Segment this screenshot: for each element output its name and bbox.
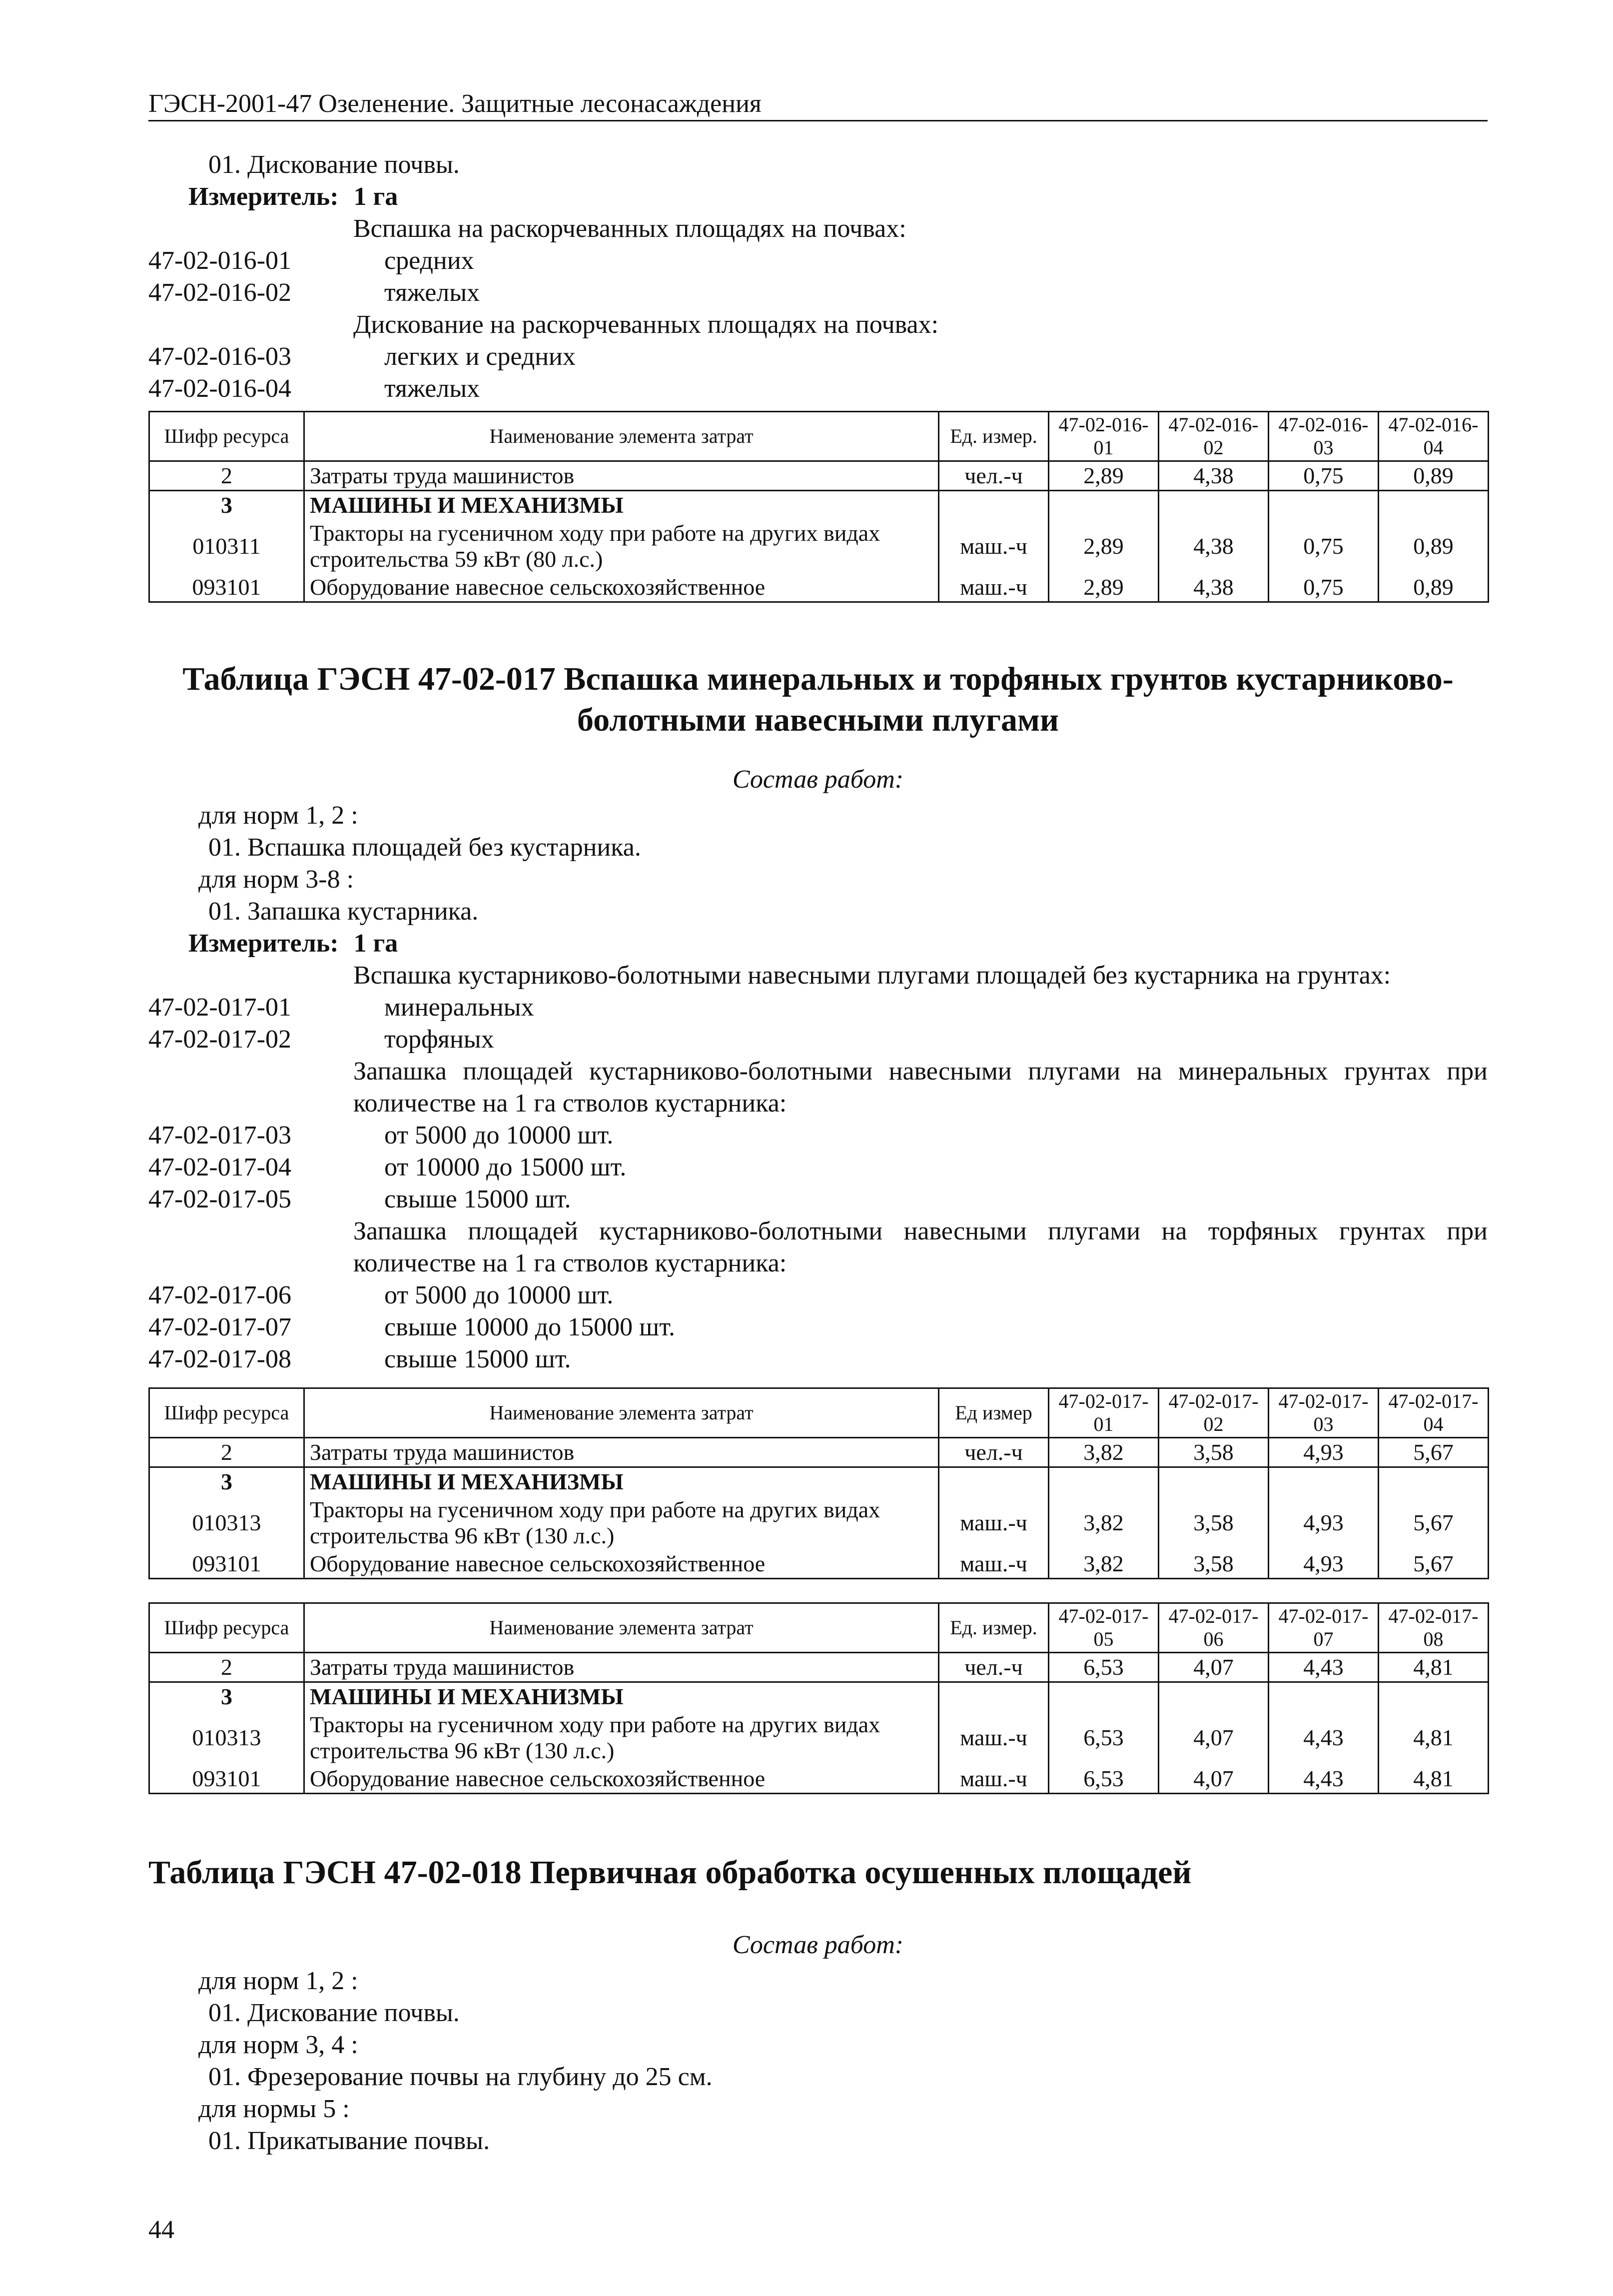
value: 3,82: [1049, 1550, 1159, 1579]
column-header: 47-02-017-02: [1159, 1388, 1269, 1438]
unit: маш.-ч: [939, 573, 1049, 602]
measure-value: 1 га: [353, 929, 398, 958]
value: 0,89: [1379, 519, 1489, 573]
measure-line: [148, 928, 1488, 960]
resource-group-name: МАШИНЫ И МЕХАНИЗМЫ: [304, 1467, 939, 1496]
norm-code: 47-02-017-04: [148, 1153, 291, 1181]
table-header-row: [149, 1603, 1489, 1653]
column-header: 47-02-017-07: [1269, 1603, 1379, 1653]
empty-cell: [939, 1682, 1049, 1711]
resource-code: 2: [149, 1438, 304, 1467]
norms-label: для норм 3-8 :: [198, 865, 354, 894]
table-row: [149, 1711, 1489, 1765]
norm-text: от 10000 до 15000 шт.: [384, 1153, 627, 1181]
norm-group-description: Запашка площадей кустарниково-болотными навесными плугами на торфяных грунтах при количестве на 1 га стволов кустарника:: [353, 1217, 1488, 1277]
column-header: Ед измер: [939, 1388, 1049, 1438]
table-row: [149, 519, 1489, 573]
column-header: Шифр ресурса: [149, 1603, 304, 1653]
value: 4,07: [1159, 1653, 1269, 1682]
work-step: 01. Вспашка площадей без кустарника.: [208, 833, 641, 862]
norm-group-description: Вспашка на раскорчеванных площадях на почвах:: [353, 214, 906, 243]
norm-text: торфяных: [384, 1025, 494, 1054]
norm-item: [148, 1343, 1488, 1375]
value: 2,89: [1049, 573, 1159, 602]
work-step: 01. Дискование почвы.: [208, 150, 460, 179]
value: 3,58: [1159, 1438, 1269, 1467]
unit: маш.-ч: [939, 1711, 1049, 1765]
value: 3,58: [1159, 1496, 1269, 1550]
value: 4,93: [1269, 1496, 1379, 1550]
column-header: 47-02-017-04: [1379, 1388, 1489, 1438]
value: 4,07: [1159, 1711, 1269, 1765]
norms-label: для норм 1, 2 :: [198, 1967, 358, 1995]
value: 5,67: [1379, 1550, 1489, 1579]
value: 4,93: [1269, 1438, 1379, 1467]
norm-code: 47-02-017-02: [148, 1025, 291, 1054]
measure-line: [148, 181, 1488, 213]
value: 4,81: [1379, 1711, 1489, 1765]
resource-name: Тракторы на гусеничном ходу при работе на других видах строительства 59 кВт (80 л.с.): [304, 519, 939, 573]
value: 0,89: [1379, 573, 1489, 602]
norm-text: свыше 15000 шт.: [384, 1345, 571, 1373]
table-header-row: [149, 412, 1489, 461]
value: 4,43: [1269, 1653, 1379, 1682]
resource-name: Оборудование навесное сельскохозяйственное: [304, 1765, 939, 1794]
norm-item: [148, 1279, 1488, 1311]
norm-code: 47-02-017-07: [148, 1313, 291, 1341]
table-row: [149, 1496, 1489, 1550]
running-header: ГЭСН-2001-47 Озеленение. Защитные лесонасаждения: [148, 89, 1488, 121]
section-016-text: [148, 149, 1488, 405]
table-header-row: [149, 1388, 1489, 1438]
value: 4,81: [1379, 1765, 1489, 1794]
value: 5,67: [1379, 1438, 1489, 1467]
value: 6,53: [1049, 1653, 1159, 1682]
norm-code: 47-02-016-04: [148, 374, 291, 403]
resource-name: Тракторы на гусеничном ходу при работе на других видах строительства 96 кВт (130 л.с.): [304, 1496, 939, 1550]
unit: чел.-ч: [939, 461, 1049, 491]
unit: чел.-ч: [939, 1438, 1049, 1467]
norms-label: для норм 1, 2 :: [198, 801, 358, 830]
section-018-text: [148, 1929, 1488, 2157]
value: 4,43: [1269, 1765, 1379, 1794]
norm-code: 47-02-017-06: [148, 1281, 291, 1309]
norm-text: от 5000 до 10000 шт.: [384, 1121, 614, 1149]
value: 0,89: [1379, 461, 1489, 491]
unit: чел.-ч: [939, 1653, 1049, 1682]
resource-group-name: МАШИНЫ И МЕХАНИЗМЫ: [304, 491, 939, 520]
unit: маш.-ч: [939, 1496, 1049, 1550]
resource-name: Оборудование навесное сельскохозяйственное: [304, 1550, 939, 1579]
norm-code: 47-02-017-03: [148, 1121, 291, 1149]
empty-cell: [1049, 1682, 1159, 1711]
column-header: 47-02-017-08: [1379, 1603, 1489, 1653]
value: 4,81: [1379, 1653, 1489, 1682]
value: 3,58: [1159, 1550, 1269, 1579]
norm-code: 47-02-016-03: [148, 342, 291, 371]
column-header: 47-02-016-04: [1379, 412, 1489, 461]
column-header: Ед. измер.: [939, 1603, 1049, 1653]
work-step: 01. Дискование почвы.: [208, 1999, 460, 2027]
norm-code: 47-02-017-01: [148, 993, 291, 1022]
resource-code: 093101: [149, 1550, 304, 1579]
value: 2,89: [1049, 461, 1159, 491]
work-composition-heading: Состав работ:: [732, 765, 904, 794]
unit: маш.-ч: [939, 519, 1049, 573]
empty-cell: [1049, 1467, 1159, 1496]
measure-label: Измеритель:: [188, 182, 339, 211]
empty-cell: [1269, 1467, 1379, 1496]
norm-item: [148, 1120, 1488, 1151]
resource-name: Тракторы на гусеничном ходу при работе на других видах строительства 96 кВт (130 л.с.): [304, 1711, 939, 1765]
table-row: [149, 491, 1489, 520]
resource-name: Оборудование навесное сельскохозяйственное: [304, 573, 939, 602]
resource-code: 093101: [149, 573, 304, 602]
norms-label: для норм 3, 4 :: [198, 2031, 358, 2059]
column-header: Наименование элемента затрат: [304, 412, 939, 461]
norm-text: минеральных: [384, 993, 534, 1022]
empty-cell: [939, 491, 1049, 520]
table-row: [149, 1467, 1489, 1496]
norm-item: [148, 1151, 1488, 1183]
norm-text: свыше 10000 до 15000 шт.: [384, 1313, 676, 1341]
table-title-018: Таблица ГЭСН 47-02-018 Первичная обработка осушенных площадей: [148, 1854, 1192, 1891]
empty-cell: [1379, 1682, 1489, 1711]
table-row: [149, 461, 1489, 491]
table-row: [149, 1653, 1489, 1682]
column-header: Наименование элемента затрат: [304, 1388, 939, 1438]
value: 0,75: [1269, 461, 1379, 491]
empty-cell: [1379, 1467, 1489, 1496]
measure-label: Измеритель:: [188, 929, 339, 958]
column-header: 47-02-017-03: [1269, 1388, 1379, 1438]
norm-item: [148, 373, 1488, 405]
norm-item: [148, 277, 1488, 309]
norm-code: 47-02-017-08: [148, 1345, 291, 1373]
column-header: 47-02-017-05: [1049, 1603, 1159, 1653]
norm-text: средних: [384, 246, 474, 275]
empty-cell: [1269, 491, 1379, 520]
work-step: 01. Прикатывание почвы.: [208, 2127, 490, 2155]
resource-table-016: [148, 411, 1489, 603]
value: 0,75: [1269, 573, 1379, 602]
norm-code: 47-02-017-05: [148, 1185, 291, 1213]
resource-group-name: МАШИНЫ И МЕХАНИЗМЫ: [304, 1682, 939, 1711]
norm-item: [148, 245, 1488, 277]
table-row: [149, 573, 1489, 602]
resource-code: 010311: [149, 519, 304, 573]
work-step: 01. Фрезерование почвы на глубину до 25 см.: [208, 2063, 713, 2091]
norm-text: легких и средних: [384, 342, 576, 371]
column-header: 47-02-016-03: [1269, 412, 1379, 461]
norm-item: [148, 341, 1488, 373]
norm-code: 47-02-016-02: [148, 278, 291, 307]
empty-cell: [1159, 1682, 1269, 1711]
norm-group-description: Дискование на раскорчеванных площадях на почвах:: [353, 310, 939, 339]
value: 6,53: [1049, 1765, 1159, 1794]
norm-text: свыше 15000 шт.: [384, 1185, 571, 1213]
column-header: 47-02-017-01: [1049, 1388, 1159, 1438]
value: 4,38: [1159, 573, 1269, 602]
resource-name: Затраты труда машинистов: [304, 1438, 939, 1467]
resource-code: 3: [149, 1467, 304, 1496]
norm-text: от 5000 до 10000 шт.: [384, 1281, 614, 1309]
value: 4,38: [1159, 461, 1269, 491]
resource-table-017-part2: [148, 1602, 1489, 1794]
empty-cell: [939, 1467, 1049, 1496]
empty-cell: [1159, 1467, 1269, 1496]
table-row: [149, 1550, 1489, 1579]
value: 6,53: [1049, 1711, 1159, 1765]
resource-name: Затраты труда машинистов: [304, 1653, 939, 1682]
resource-code: 2: [149, 461, 304, 491]
unit: маш.-ч: [939, 1765, 1049, 1794]
norm-item: [148, 992, 1488, 1024]
table-row: [149, 1682, 1489, 1711]
column-header: Шифр ресурса: [149, 1388, 304, 1438]
value: 4,43: [1269, 1711, 1379, 1765]
empty-cell: [1379, 491, 1489, 520]
column-header: Наименование элемента затрат: [304, 1603, 939, 1653]
table-row: [149, 1438, 1489, 1467]
value: 0,75: [1269, 519, 1379, 573]
value: 5,67: [1379, 1496, 1489, 1550]
norm-item: [148, 1311, 1488, 1343]
resource-table-017-part1: [148, 1387, 1489, 1579]
resource-name: Затраты труда машинистов: [304, 461, 939, 491]
value: 4,38: [1159, 519, 1269, 573]
table-title-017: Таблица ГЭСН 47-02-017 Вспашка минеральных и торфяных грунтов кустарниково-болотными навесными плугами: [182, 661, 1454, 738]
section-017-text: [148, 764, 1488, 1375]
norm-item: [148, 1024, 1488, 1056]
column-header: 47-02-016-01: [1049, 412, 1159, 461]
empty-cell: [1049, 491, 1159, 520]
resource-code: 3: [149, 1682, 304, 1711]
empty-cell: [1159, 491, 1269, 520]
norm-text: тяжелых: [384, 278, 480, 307]
value: 3,82: [1049, 1496, 1159, 1550]
resource-code: 010313: [149, 1711, 304, 1765]
resource-code: 010313: [149, 1496, 304, 1550]
column-header: Шифр ресурса: [149, 412, 304, 461]
norms-label: для нормы 5 :: [198, 2095, 350, 2123]
work-composition-heading: Состав работ:: [732, 1931, 904, 1959]
norm-code: 47-02-016-01: [148, 246, 291, 275]
page-number: 44: [148, 2216, 174, 2244]
column-header: 47-02-017-06: [1159, 1603, 1269, 1653]
table-row: [149, 1765, 1489, 1794]
measure-value: 1 га: [353, 182, 398, 211]
resource-code: 2: [149, 1653, 304, 1682]
norm-text: тяжелых: [384, 374, 480, 403]
resource-code: 093101: [149, 1765, 304, 1794]
unit: маш.-ч: [939, 1550, 1049, 1579]
value: 3,82: [1049, 1438, 1159, 1467]
column-header: Ед. измер.: [939, 412, 1049, 461]
value: 4,93: [1269, 1550, 1379, 1579]
norm-group-description: Вспашка кустарниково-болотными навесными плугами площадей без кустарника на грунтах:: [353, 961, 1391, 990]
resource-code: 3: [149, 491, 304, 520]
empty-cell: [1269, 1682, 1379, 1711]
norm-group-description: Запашка площадей кустарниково-болотными навесными плугами на минеральных грунтах при количестве на 1 га стволов кустарника:: [353, 1057, 1488, 1118]
work-step: 01. Запашка кустарника.: [208, 897, 479, 926]
column-header: 47-02-016-02: [1159, 412, 1269, 461]
value: 2,89: [1049, 519, 1159, 573]
norm-item: [148, 1183, 1488, 1215]
value: 4,07: [1159, 1765, 1269, 1794]
